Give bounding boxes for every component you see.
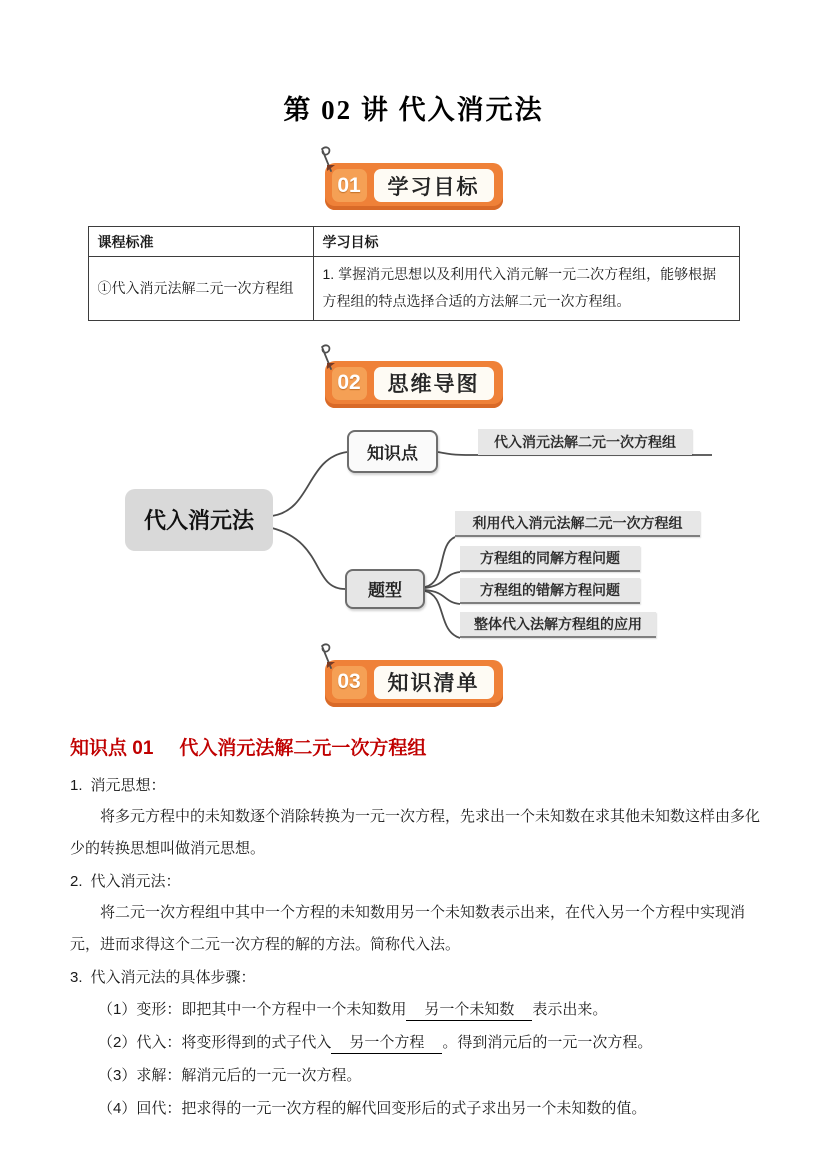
section-header-03 <box>0 660 827 707</box>
page-title: 第 02 讲 代入消元法 <box>283 95 544 125</box>
knowledge-section <box>0 707 827 1126</box>
section-header-01 <box>0 163 827 210</box>
learning-goals-table <box>88 226 740 321</box>
badge-02 <box>325 361 503 408</box>
list-item: 3. 代入消元法的具体步骤： <box>70 968 256 986</box>
list-item-paragraph: 将二元一次方程组中其中一个方程的未知数用另一个未知数表示出来，在代入另一个方程中实现消元，进而求得这个二元一次方程的解的方法。简称代入法。 <box>70 904 746 954</box>
badge-03 <box>325 660 503 707</box>
mindmap-branch-types: 题型 <box>345 569 425 609</box>
header-goal: 学习目标 <box>313 227 739 257</box>
mindmap-leaf: 代入消元法解二元一次方程组 <box>478 429 692 455</box>
table-row <box>88 257 739 321</box>
step-item: （2）代入：将变形得到的式子代入 另一个方程 。得到消元后的一元一次方程。 <box>98 1026 763 1059</box>
step-item: （4）回代：把求得的一元一次方程的解代回变形后的式子求出另一个未知数的值。 <box>98 1100 647 1118</box>
badge-01 <box>325 163 503 210</box>
mindmap-leaf: 整体代入法解方程组的应用 <box>460 612 656 638</box>
pin-icon <box>313 642 339 676</box>
knowledge-heading-prefix: 知识点 01 <box>70 737 154 759</box>
steps-list <box>70 993 763 1125</box>
badge-number: 01 <box>332 169 367 202</box>
pin-icon <box>313 343 339 377</box>
fill-blank: 另一个方程 <box>331 1033 442 1054</box>
badge-label: 思维导图 <box>374 367 494 400</box>
list-item-paragraph: 将多元方程中的未知数逐个消除转换为一元一次方程，先求出一个未知数在求其他未知数这样由多化少的转换思想叫做消元思想。 <box>70 808 761 858</box>
header-standard: 课程标准 <box>88 227 313 257</box>
fill-blank: 另一个未知数 <box>406 1000 532 1021</box>
badge-number: 02 <box>332 367 367 400</box>
mind-map <box>0 416 827 656</box>
knowledge-heading <box>70 733 763 760</box>
mindmap-branch-knowledge: 知识点 <box>347 430 438 473</box>
section-header-02 <box>0 361 827 408</box>
mindmap-root: 代入消元法 <box>125 489 273 551</box>
pin-icon <box>313 145 339 179</box>
badge-label: 学习目标 <box>374 169 494 202</box>
badge-label: 知识清单 <box>374 666 494 699</box>
cell-standard: ①代入消元法解二元一次方程组 <box>88 257 313 321</box>
mindmap-leaf: 方程组的错解方程问题 <box>460 578 640 604</box>
badge-number: 03 <box>332 666 367 699</box>
step-item: （3）求解：解消元后的一元一次方程。 <box>98 1067 362 1085</box>
mindmap-leaf: 利用代入消元法解二元一次方程组 <box>455 511 700 537</box>
table-header-row <box>88 227 739 257</box>
list-item: 2. 代入消元法： <box>70 872 181 890</box>
step-item: （1）变形：即把其中一个方程中一个未知数用 另一个未知数 表示出来。 <box>98 993 763 1026</box>
cell-goal: 1. 掌握消元思想以及利用代入消元解一元二次方程组，能够根据方程组的特点选择合适的方法解二元一次方程组。 <box>313 257 739 321</box>
list-item: 1. 消元思想： <box>70 776 166 794</box>
mindmap-leaf: 方程组的同解方程问题 <box>460 546 640 572</box>
knowledge-heading-title: 代入消元法解二元一次方程组 <box>179 737 427 759</box>
